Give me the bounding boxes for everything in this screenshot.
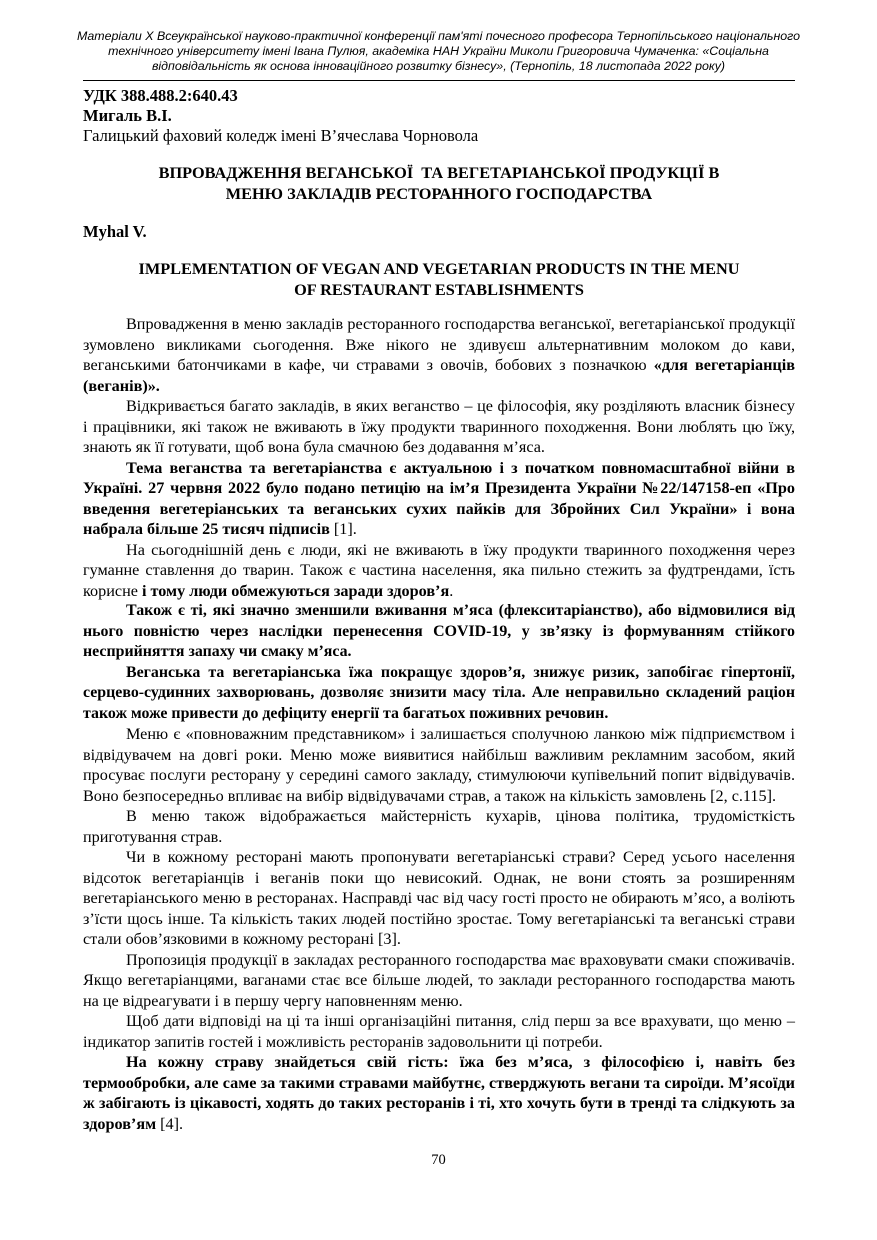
paragraph-2: Відкривається багато закладів, в яких веганство – це філософія, яку розділяють власник бізнесу і працівники, які також не вживають в їжу продукти тваринного походження. Вони люблять цю їжу, знають як її готувати, щоб вона була смачною без додавання м’яса.	[83, 397, 795, 456]
paragraph-8: В меню також відображається майстерність кухарів, цінова політика, трудомісткість приготування страв.	[83, 807, 795, 846]
affiliation: Галицький фаховий коледж імені В’ячеслава Чорновола	[83, 126, 479, 145]
paragraph-1-bold: «для вегетаріанців (веганів)».	[83, 356, 795, 395]
paragraph-4-bold: і тому люди обмежуються заради здоров’я	[141, 581, 450, 600]
header-divider	[83, 80, 795, 81]
header-line-3: відповідальність як основа інноваційного розвитку бізнесу», (Тернопіль, 18 листопада 2022 року)	[151, 59, 726, 73]
paragraph-4-end: .	[449, 581, 454, 600]
paragraph-9: Чи в кожному ресторані мають пропонувати вегетаріанські страви? Серед усього населення відсоток вегетаріанців і веганів поки що невисокий. Однак, не вони стоять за розширенням вегетаріанського меню в ресторанах. Насправді час від часу гості просто не обирають м’ясо, а воліють з’їсти щось інше. Та кількість таких людей постійно зростає. Тому вегетаріанські та веганські страви стали обов’язковими в кожному ресторані [3].	[83, 848, 795, 948]
paragraph-3	[83, 458, 795, 540]
paragraph-5: Також є ті, які значно зменшили вживання м’яса (флекситаріанство), або відмовилися від нього повністю через наслідки перенесення COVID-19, у зв’язку із формуванням стійкого несприйняття запаху чи смаку м’яса.	[83, 602, 795, 660]
header-line-1: Матеріали Х Всеукраїнської науково-практичної конференції пам'яті почесного професора Тернопільського національного	[76, 29, 801, 43]
article-body	[83, 314, 795, 1134]
paragraph-11: Щоб дати відповіді на ці та інші організаційні питання, слід перш за все врахувати, що меню – індикатор запитів гостей і можливість ресторанів задовольнити ці потреби.	[83, 1012, 795, 1051]
author-ua: Мигаль В.І.	[83, 106, 172, 125]
title-ua	[83, 162, 795, 204]
paragraph-7: Меню є «повноважним представником» і залишається сполучною ланкою між підприємством і відвідувачем на довгі роки. Меню може виявитися найбільш важливим рекламним засобом, який просуває послуги ресторану у середині самого закладу, стимулюючи купівельний попит відвідувачів. Воно безпосередньо впливає на вибір відвідувачами страв, а також на кількість замовлень [2, с.115].	[83, 725, 795, 805]
header-line-2: технічного університету імені Івана Пулюя, академіка НАН України Миколи Григоровича Чумаченка: «Соціальна	[108, 44, 769, 58]
title-ua-line-1: ВПРОВАДЖЕННЯ ВЕГАНСЬКОЇ ТА ВЕГЕТАРІАНСЬКОЇ ПРОДУКЦІЇ В	[158, 163, 720, 182]
title-ua-line-2: МЕНЮ ЗАКЛАДІВ РЕСТОРАННОГО ГОСПОДАРСТВА	[225, 184, 653, 203]
udk-label: УДК	[83, 86, 117, 105]
paragraph-6: Веганська та вегетаріанська їжа покращує здоров’я, знижує ризик, запобігає гіпертонії, серцево-судинних захворювань, дозволяє знизити масу тіла. Але неправильно складений раціон також може привести до дефіциту енергії та багатьох поживних речовин.	[83, 663, 795, 722]
paragraph-1-text: Впровадження в меню закладів ресторанного господарства веганської, вегетаріанської продукції зумовлено викликами сьогодення. Вже нікого не здивуєш альтернативним молоком до кави, веганськими батончиками в кафе, чи стравами з овочів, бобових з позначкою	[83, 315, 795, 374]
paragraph-10: Пропозиція продукції в закладах ресторанного господарства має враховувати смаки споживачів. Якщо вегетаріанцями, ваганами стає все більше людей, то заклади ресторанного господарства мають на це відреагувати і в першу чергу наповненням меню.	[83, 950, 795, 1010]
title-en-line-2: OF RESTAURANT ESTABLISHMENTS	[294, 280, 584, 299]
paragraph-12	[83, 1052, 795, 1134]
paragraph-3-text: Тема веганства та вегетаріанства є актуальною і з початком повномасштабної війни в Україні. 27 червня 2022 було подано петицію на ім’я Президента України №22/147158-еп «Про введення вегетеріанських та веганських сухих пайків для Збройних Сил України» і вона набрала більше 25 тисяч підписів	[83, 458, 795, 538]
author-en: Myhal V.	[83, 222, 147, 241]
conference-header	[60, 29, 817, 74]
paragraph-3-ref: [1].	[333, 520, 357, 538]
udk-line	[83, 86, 795, 106]
paragraph-12-ref: [4].	[160, 1114, 184, 1133]
paragraph-4-text: На сьогоднішній день є люди, які не вживають в їжу продукти тваринного походження через гуманне ставлення до тварин. Також є частина населення, яка пильно стежить за фудтрендами, їсть корисне	[83, 540, 795, 600]
paragraph-1	[83, 314, 795, 396]
page-number: 70	[431, 1152, 446, 1168]
title-en	[83, 258, 795, 300]
udk-value: 388.488.2:640.43	[120, 86, 238, 105]
paragraph-12-text: На кожну страву знайдеться свій гість: їжа без м’яса, з філософією і, навіть без термообробки, але саме за такими стравами майбутнє, стверджують вегани та сироїди. М’ясоїди ж забігають із цікавості, ходять до таких ресторанів і ті, хто хочуть бути в тренді та слідкують за здоров’ям	[83, 1053, 795, 1133]
article-meta	[83, 86, 795, 146]
title-en-line-1: IMPLEMENTATION OF VEGAN AND VEGETARIAN PRODUCTS IN THE MENU	[138, 259, 740, 278]
paragraph-4	[83, 540, 795, 602]
